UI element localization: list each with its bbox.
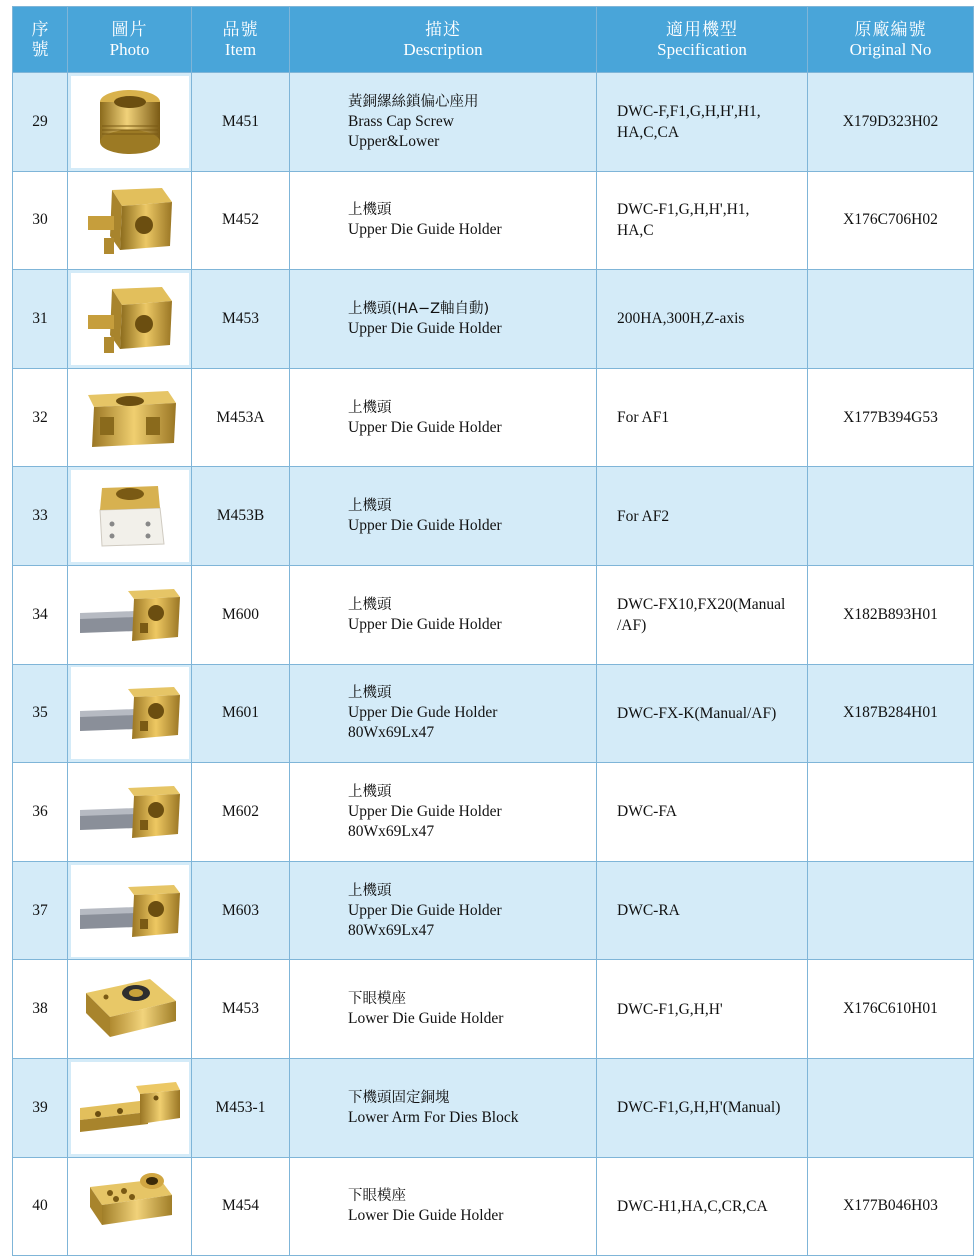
item-cell [192, 665, 290, 763]
item-code: M451 [221, 112, 260, 130]
spec-cell [597, 862, 808, 960]
photo-cell [68, 73, 192, 171]
desc-cell [290, 763, 597, 861]
lower-plate-icon [71, 1160, 189, 1252]
header-spec [597, 7, 808, 72]
table-row [13, 665, 974, 764]
desc-line: 下機頭固定銅塊 [348, 1089, 450, 1106]
seq-number: 38 [32, 1000, 48, 1018]
seq-number: 37 [32, 901, 48, 919]
header-desc-cn: 描述 [425, 19, 461, 40]
original-no: X176C706H02 [843, 211, 938, 229]
seq-cell [13, 270, 68, 368]
spec-line: DWC-H1,HA,C,CR,CA [617, 1197, 768, 1215]
desc-line: 上機頭 [348, 399, 392, 416]
upper-holder-icon [71, 174, 189, 266]
seq-number: 33 [32, 507, 48, 525]
table-row [13, 960, 974, 1059]
spec-cell [597, 763, 808, 861]
desc-line: Upper Die Guide Holder [348, 615, 502, 633]
spec-cell [597, 665, 808, 763]
item-cell [192, 172, 290, 270]
photo-cell [68, 467, 192, 565]
spec-cell [597, 73, 808, 171]
desc-line: 上機頭 [348, 498, 392, 515]
original-no: X187B284H01 [843, 704, 938, 722]
item-cell [192, 1158, 290, 1256]
spec-line: HA,C [617, 222, 654, 240]
photo-cell [68, 369, 192, 467]
seq-cell [13, 862, 68, 960]
spec-cell [597, 369, 808, 467]
desc-cell [290, 566, 597, 664]
desc-cell [290, 270, 597, 368]
desc-cell [290, 665, 597, 763]
desc-cell [290, 369, 597, 467]
seq-number: 34 [32, 605, 48, 623]
desc-cell [290, 467, 597, 565]
item-code: M603 [221, 901, 260, 919]
orig-cell [808, 763, 974, 861]
seq-cell [13, 73, 68, 171]
spec-line: For AF1 [617, 409, 670, 427]
spec-line: For AF2 [617, 507, 670, 525]
spec-cell [597, 566, 808, 664]
upper-holder-icon [71, 273, 189, 365]
desc-line: Lower Die Guide Holder [348, 1010, 504, 1028]
spec-line: DWC-FX-K(Manual/AF) [617, 704, 777, 722]
arm-holder-icon [71, 766, 189, 858]
item-code: M454 [221, 1197, 260, 1215]
item-code: M600 [221, 605, 260, 623]
photo-cell [68, 172, 192, 270]
desc-cell [290, 862, 597, 960]
header-orig [808, 7, 974, 72]
orig-cell [808, 665, 974, 763]
spec-line: DWC-RA [617, 902, 680, 920]
seq-cell [13, 1059, 68, 1157]
brass-nut-icon [71, 76, 189, 168]
desc-line: 下眼模座 [348, 991, 406, 1008]
seq-cell [13, 960, 68, 1058]
table-row [13, 369, 974, 468]
item-code: M452 [221, 211, 260, 229]
desc-cell [290, 1158, 597, 1256]
item-cell [192, 369, 290, 467]
original-no: X176C610H01 [843, 1000, 938, 1018]
desc-line: Lower Arm For Dies Block [348, 1108, 519, 1126]
table-body [13, 73, 974, 1256]
desc-line: Upper Die Guide Holder [348, 319, 502, 337]
photo-cell [68, 665, 192, 763]
header-seq-cn-1: 序 [31, 19, 49, 40]
orig-cell [808, 172, 974, 270]
desc-line: Upper Die Guide Holder [348, 901, 502, 919]
item-cell [192, 763, 290, 861]
header-seq-cn-2: 號 [31, 39, 49, 60]
spec-cell [597, 270, 808, 368]
desc-line: 80Wx69Lx47 [348, 822, 435, 840]
table-row [13, 862, 974, 961]
desc-cell [290, 73, 597, 171]
spec-cell [597, 1158, 808, 1256]
header-desc [290, 7, 597, 72]
orig-cell [808, 960, 974, 1058]
desc-line: Upper Die Gude Holder [348, 704, 498, 722]
desc-cell [290, 1059, 597, 1157]
item-code: M453A [216, 408, 265, 426]
desc-line: 上機頭 [348, 882, 392, 899]
desc-line: 上機頭 [348, 783, 392, 800]
item-code: M602 [221, 802, 260, 820]
item-code: M453-1 [215, 1098, 266, 1116]
item-cell [192, 960, 290, 1058]
table-row [13, 566, 974, 665]
orig-cell [808, 369, 974, 467]
desc-line: 上機頭 [348, 685, 392, 702]
item-cell [192, 566, 290, 664]
orig-cell [808, 862, 974, 960]
item-cell [192, 1059, 290, 1157]
orig-cell [808, 467, 974, 565]
spec-cell [597, 1059, 808, 1157]
desc-line: 上機頭(HA−Z軸自動) [348, 300, 490, 317]
item-cell [192, 467, 290, 565]
seq-cell [13, 369, 68, 467]
orig-cell [808, 270, 974, 368]
seq-cell [13, 172, 68, 270]
table-header [13, 7, 974, 73]
orig-cell [808, 566, 974, 664]
header-spec-en: Specification [657, 39, 747, 59]
desc-cell [290, 960, 597, 1058]
orig-cell [808, 1059, 974, 1157]
white-block-icon [71, 470, 189, 562]
item-code: M601 [221, 704, 260, 722]
original-no: X179D323H02 [842, 112, 939, 130]
photo-cell [68, 1158, 192, 1256]
item-cell [192, 862, 290, 960]
orig-cell [808, 1158, 974, 1256]
arm-holder-icon [71, 667, 189, 759]
seq-number: 30 [32, 211, 48, 229]
header-spec-cn: 適用機型 [666, 19, 738, 40]
seq-number: 31 [32, 309, 48, 327]
seq-number: 40 [32, 1197, 48, 1215]
seq-number: 39 [32, 1098, 48, 1116]
desc-line: Brass Cap Screw [348, 112, 454, 130]
table-row [13, 1158, 974, 1257]
table-row [13, 1059, 974, 1158]
orig-cell [808, 73, 974, 171]
header-orig-cn: 原廠編號 [854, 19, 927, 40]
brass-bar-icon [71, 1062, 189, 1154]
table-row [13, 467, 974, 566]
desc-line: 黃銅縲絲鎖偏心座用 [348, 93, 479, 110]
spec-line: DWC-FX10,FX20(Manual [617, 595, 786, 613]
desc-line: Lower Die Guide Holder [348, 1207, 504, 1225]
seq-number: 36 [32, 802, 48, 820]
header-photo-en: Photo [109, 39, 150, 59]
spec-cell [597, 172, 808, 270]
photo-cell [68, 862, 192, 960]
original-no: X177B046H03 [843, 1197, 938, 1215]
original-no: X182B893H01 [843, 605, 938, 623]
spec-line: HA,C,CA [617, 123, 680, 141]
header-photo [68, 7, 192, 72]
desc-line: Upper Die Guide Holder [348, 802, 502, 820]
table-row [13, 270, 974, 369]
item-code: M453 [221, 309, 260, 327]
photo-cell [68, 1059, 192, 1157]
header-photo-cn: 圖片 [111, 19, 148, 40]
photo-cell [68, 763, 192, 861]
spec-line: DWC-F1,G,H,H'(Manual) [617, 1099, 781, 1117]
desc-line: 上機頭 [348, 202, 392, 219]
arm-holder-icon [71, 569, 189, 661]
seq-number: 32 [32, 408, 48, 426]
spec-line: 200HA,300H,Z-axis [617, 310, 745, 328]
photo-cell [68, 566, 192, 664]
seq-cell [13, 763, 68, 861]
desc-line: 上機頭 [348, 596, 392, 613]
spec-line: DWC-F1,G,H,H',H1, [617, 201, 750, 219]
spec-line: DWC-F,F1,G,H,H',H1, [617, 102, 761, 120]
desc-line: Upper Die Guide Holder [348, 517, 502, 535]
seq-cell [13, 566, 68, 664]
lower-holder-icon [71, 963, 189, 1055]
spec-line: DWC-F1,G,H,H' [617, 1000, 723, 1018]
spec-cell [597, 467, 808, 565]
header-item-en: Item [224, 39, 257, 59]
brass-block-icon [71, 372, 189, 464]
spec-cell [597, 960, 808, 1058]
desc-line: 80Wx69Lx47 [348, 724, 435, 742]
desc-line: 下眼模座 [348, 1188, 406, 1205]
seq-cell [13, 665, 68, 763]
item-cell [192, 73, 290, 171]
arm-holder-icon [71, 865, 189, 957]
parts-table [12, 6, 974, 1256]
desc-line: Upper&Lower [348, 132, 440, 150]
photo-cell [68, 960, 192, 1058]
item-code: M453 [221, 1000, 260, 1018]
header-orig-en: Original No [849, 39, 932, 59]
original-no: X177B394G53 [843, 408, 938, 426]
seq-cell [13, 467, 68, 565]
desc-line: 80Wx69Lx47 [348, 921, 435, 939]
desc-line: Upper Die Guide Holder [348, 221, 502, 239]
header-seq [13, 7, 68, 72]
photo-cell [68, 270, 192, 368]
desc-line: Upper Die Guide Holder [348, 418, 502, 436]
table-row [13, 172, 974, 271]
table-row [13, 763, 974, 862]
spec-line: DWC-FA [617, 803, 677, 821]
spec-line: /AF) [617, 616, 647, 634]
seq-cell [13, 1158, 68, 1256]
header-item [192, 7, 290, 72]
header-item-cn: 品號 [222, 19, 259, 40]
table-row [13, 73, 974, 172]
seq-number: 35 [32, 704, 48, 722]
seq-number: 29 [32, 112, 48, 130]
desc-cell [290, 172, 597, 270]
item-code: M453B [216, 507, 265, 525]
item-cell [192, 270, 290, 368]
header-desc-en: Description [403, 39, 483, 59]
